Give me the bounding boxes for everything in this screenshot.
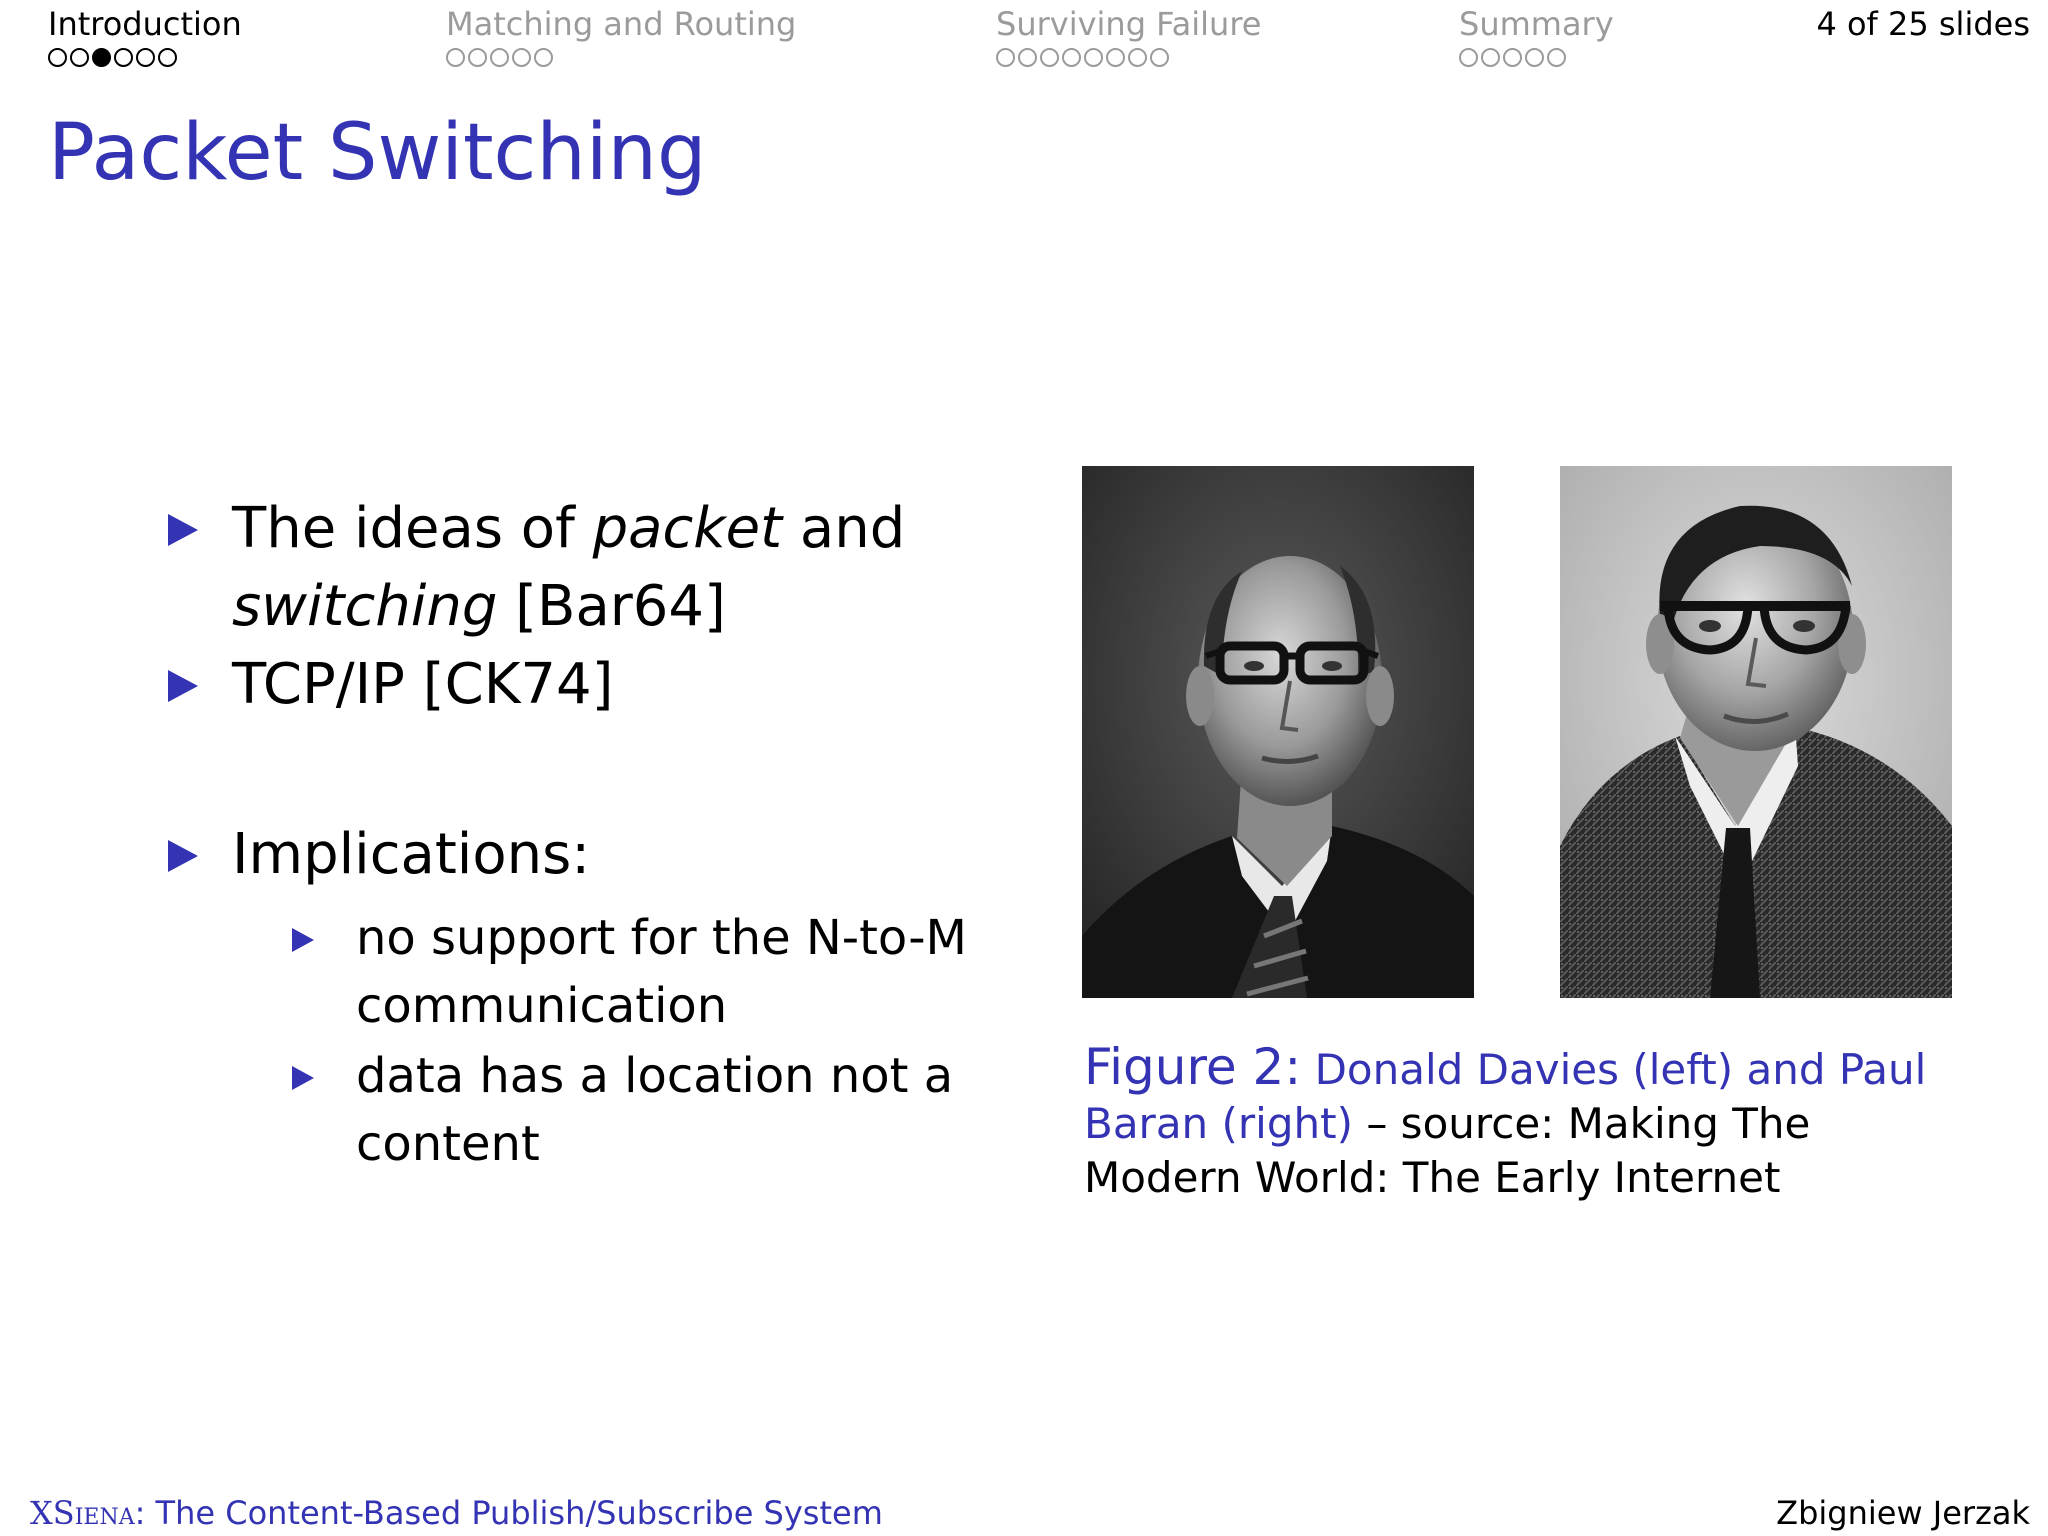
slide-dot[interactable] <box>468 48 487 67</box>
slide-dot[interactable] <box>1018 48 1037 67</box>
bullet-triangle-icon <box>168 840 198 872</box>
slide-dot[interactable] <box>70 48 89 67</box>
nav-section-introduction[interactable] <box>48 6 242 67</box>
figure-source: Modern World: The Early Internet <box>1084 1153 1781 1202</box>
nav-section-summary[interactable] <box>1459 6 1614 67</box>
nav-section-surviving-failure[interactable] <box>996 6 1261 67</box>
slide-dot[interactable] <box>1525 48 1544 67</box>
portrait-right <box>1560 466 1952 998</box>
footer-subtitle: : The Content-Based Publish/Subscribe System <box>134 1494 883 1532</box>
sub-bullet-text: content <box>356 1116 540 1172</box>
bullet-triangle-icon <box>168 670 198 702</box>
slide-dot[interactable] <box>1040 48 1059 67</box>
slide-dot[interactable] <box>114 48 133 67</box>
slide-dot[interactable] <box>512 48 531 67</box>
footer-presentation-title <box>30 1492 883 1534</box>
bullet-item-tcp-ip <box>168 646 998 724</box>
slide-counter: 4 of 25 slides <box>1816 5 2030 43</box>
footer-brand: XSiena <box>30 1494 135 1532</box>
sub-bullet-location <box>292 1042 998 1178</box>
figure-label: Figure 2: <box>1084 1038 1302 1096</box>
bullet-text: and <box>782 496 906 561</box>
bullet-text: Implications: <box>232 822 591 887</box>
nav-dots-introduction <box>48 48 242 67</box>
footer-author: Zbigniew Jerzak <box>1776 1494 2030 1532</box>
bullet-list <box>168 490 998 1178</box>
nav-label-summary[interactable]: Summary <box>1459 5 1614 43</box>
slide-dot[interactable] <box>490 48 509 67</box>
sub-bullet-text: communication <box>356 978 728 1034</box>
figure-source: – source: Making The <box>1352 1099 1811 1148</box>
slide-dot[interactable] <box>996 48 1015 67</box>
slide-dot[interactable] <box>1459 48 1478 67</box>
slide-dot[interactable] <box>1106 48 1125 67</box>
slide-dot[interactable] <box>48 48 67 67</box>
bullet-emphasis-packet: packet <box>592 496 783 561</box>
slide-dot[interactable] <box>446 48 465 67</box>
slide-dot[interactable] <box>1084 48 1103 67</box>
slide-dot[interactable] <box>1062 48 1081 67</box>
photo-donald-davies <box>1082 466 1474 998</box>
slide-dot[interactable] <box>1128 48 1147 67</box>
nav-label-surviving-failure[interactable]: Surviving Failure <box>996 5 1262 43</box>
nav-dots-surviving-failure <box>996 48 1261 67</box>
slide-dot[interactable] <box>1150 48 1169 67</box>
photo-paul-baran <box>1560 466 1952 998</box>
sub-bullet-n-to-m <box>292 904 998 1040</box>
nav-label-matching-and-routing[interactable]: Matching and Routing <box>446 5 797 43</box>
nav-dots-matching-and-routing <box>446 48 796 67</box>
bullet-text: The ideas of <box>232 496 593 561</box>
portrait-left <box>1082 466 1474 998</box>
bullet-item-packet-switching <box>168 490 998 646</box>
bullet-emphasis-switching: switching <box>232 574 498 639</box>
bullet-text: TCP/IP [CK74] <box>232 652 614 717</box>
sub-bullet-text: data has a location not a <box>356 1048 954 1104</box>
slide-title: Packet Switching <box>48 108 707 198</box>
nav-label-introduction[interactable]: Introduction <box>48 5 242 43</box>
slide-dot[interactable] <box>1547 48 1566 67</box>
sub-bullet-triangle-icon <box>292 1066 314 1090</box>
slide-dot[interactable] <box>136 48 155 67</box>
figure-names: Baran (right) <box>1084 1099 1353 1148</box>
slide-dot[interactable] <box>1481 48 1500 67</box>
nav-dots-summary <box>1459 48 1614 67</box>
figure-caption <box>1084 1040 1984 1205</box>
citation-bar64: [Bar64] <box>497 574 726 639</box>
nav-section-matching-and-routing[interactable] <box>446 6 796 67</box>
slide-dot[interactable] <box>1503 48 1522 67</box>
slide-dot[interactable] <box>534 48 553 67</box>
sub-bullet-text: no support for the N-to-M <box>356 910 967 966</box>
bullet-triangle-icon <box>168 514 198 546</box>
bullet-item-implications <box>168 816 998 894</box>
slide-dot[interactable] <box>158 48 177 67</box>
slide-dot-current[interactable] <box>92 48 111 67</box>
sub-bullet-triangle-icon <box>292 928 314 952</box>
figure-names: Donald Davies (left) and Paul <box>1314 1045 1927 1094</box>
